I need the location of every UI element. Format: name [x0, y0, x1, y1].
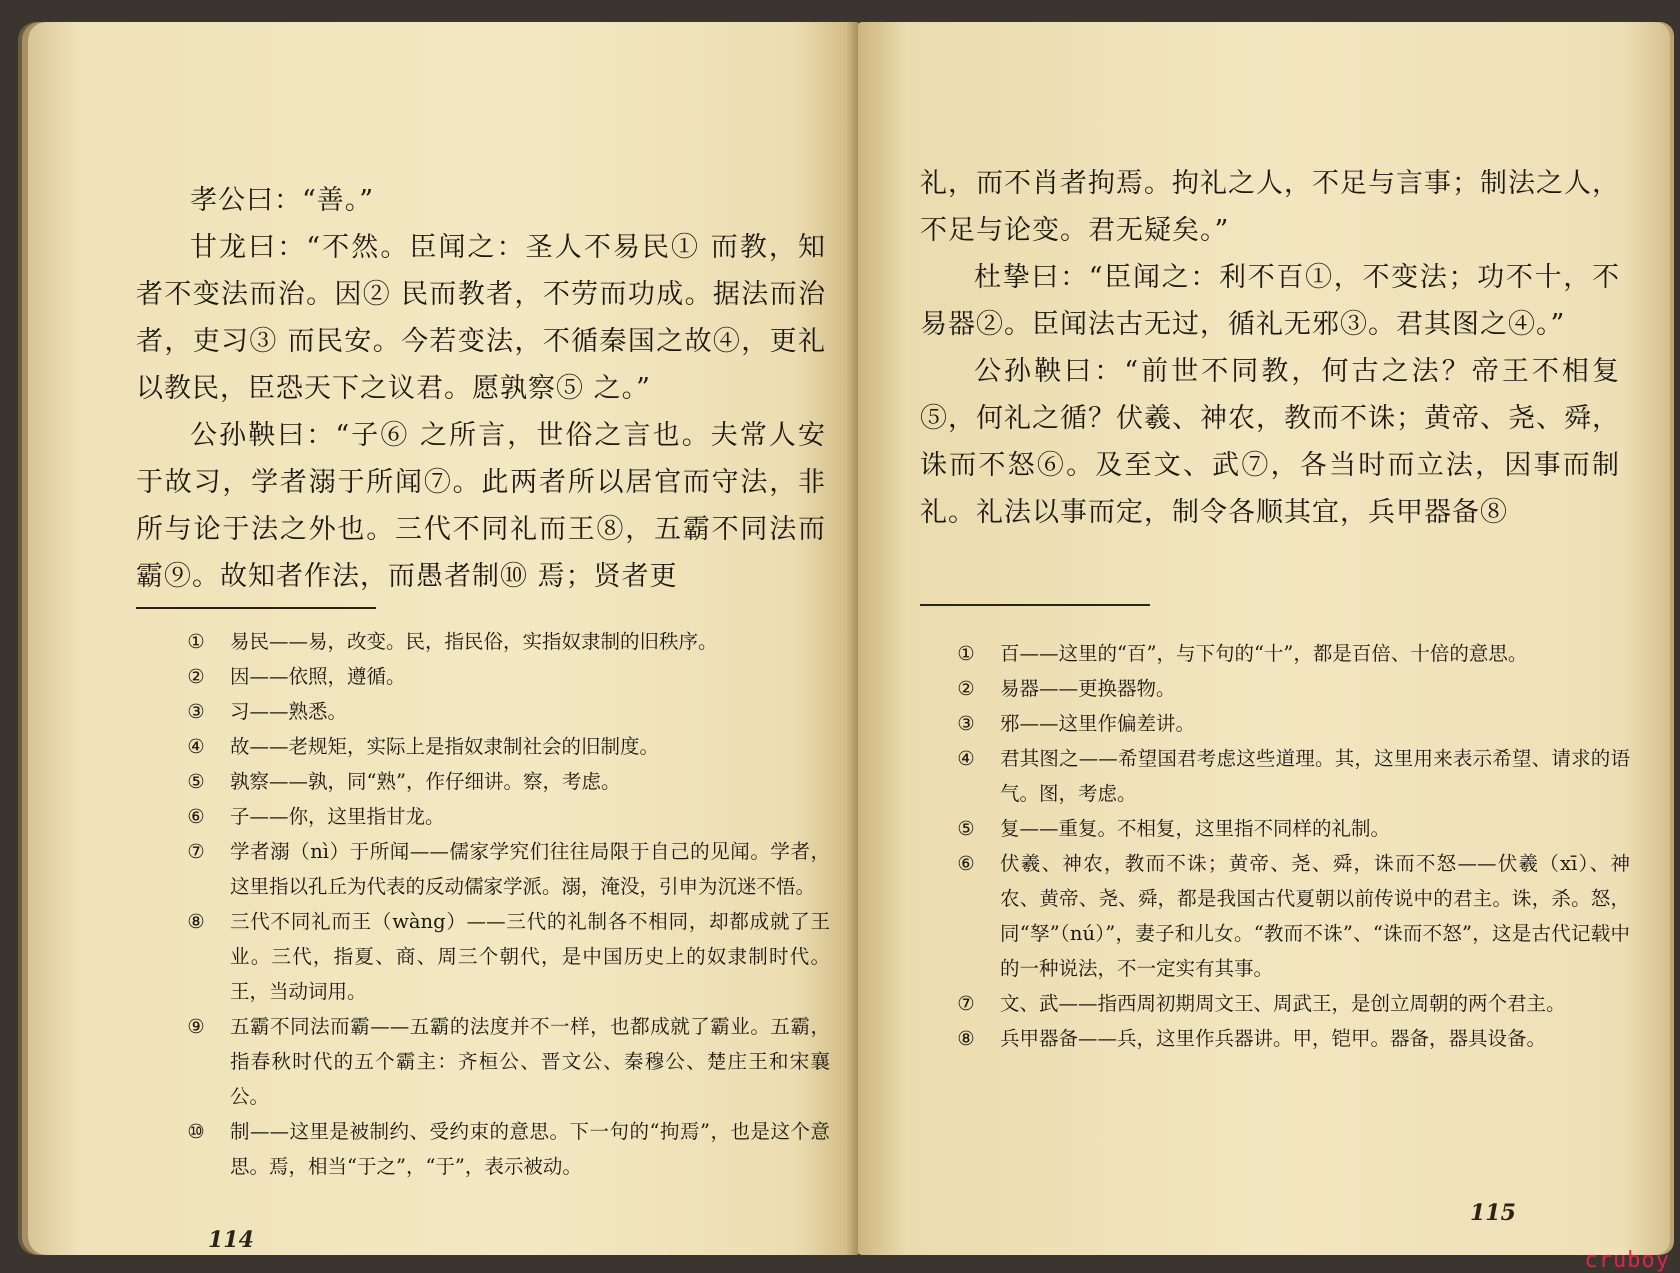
footnote-text: 五霸不同法而霸——五霸的法度并不一样，也都成就了霸业。五霸，指春秋时代的五个霸主：齐桓公、晋文公、秦穆公、楚庄王和宋襄公。 [230, 1015, 830, 1108]
footnote-text: 易民——易，改变。民，指民俗，实指奴隶制的旧秩序。 [230, 630, 718, 653]
footnote-text: 三代不同礼而王（wàng）——三代的礼制各不相同，却都成就了王业。三代，指夏、商、周三个朝代，是中国历史上的奴隶制时代。王，当动词用。 [230, 910, 830, 1003]
page-number: 115 [1470, 1200, 1516, 1226]
footnote-text: 君其图之——希望国君考虑这些道理。其，这里用来表示希望、请求的语气。图，考虑。 [1000, 747, 1630, 805]
paragraph: 礼，而不肖者拘焉。拘礼之人，不足与言事；制法之人，不足与论变。君无疑矣。” [920, 168, 1620, 246]
footnote [948, 811, 1630, 846]
page-number: 114 [208, 1227, 254, 1253]
footnote-divider [920, 604, 1150, 606]
footnote-text: 习——熟悉。 [230, 700, 348, 723]
footnote-divider [136, 607, 376, 609]
footnote-number: ① [187, 630, 205, 653]
footnote [178, 1114, 830, 1184]
footnote [178, 1009, 830, 1114]
footnote [948, 846, 1630, 986]
footnote-text: 伏羲、神农，教而不诛；黄帝、尧、舜，诛而不怒——伏羲（xī）、神农、黄帝、尧、舜，都是我国古代夏朝以前传说中的君主。诛，杀。怒，同“孥”（nú）”，妻子和儿女。“教而不诛”、“诛而不怒”，这是古代记载中的一种说法，不一定实有其事。 [1000, 852, 1630, 980]
footnote [178, 764, 830, 799]
footnote-number: ③ [957, 712, 975, 735]
footnote-text: 制——这里是被制约、受约束的意思。下一句的“拘焉”，也是这个意思。焉，相当“于之”，“于”，表示被动。 [230, 1120, 830, 1178]
footnote-number: ⑦ [957, 992, 975, 1015]
footnote-text: 复——重复。不相复，这里指不同样的礼制。 [1000, 817, 1391, 840]
footnote-number: ⑥ [187, 805, 205, 828]
footnote-text: 文、武——指西周初期周文王、周武王，是创立周朝的两个君主。 [1000, 992, 1566, 1015]
footnote-text: 因——依照，遵循。 [230, 665, 406, 688]
footnote-number: ⑩ [187, 1120, 205, 1143]
left-page [28, 22, 860, 1255]
footnote [948, 1021, 1630, 1056]
footnote-number: ⑧ [957, 1027, 975, 1050]
right-page [858, 22, 1670, 1255]
footnote-text: 百——这里的“百”，与下句的“十”，都是百倍、十倍的意思。 [1000, 642, 1528, 665]
paragraph: 杜挚曰：“臣闻之：利不百①，不变法；功不十，不易器②。臣闻法古无过，循礼无邪③。君其图之④。” [920, 262, 1620, 340]
paragraph: 孝公曰：“善。” [190, 185, 375, 216]
footnote-text: 学者溺（nì）于所闻——儒家学究们往往局限于自己的见闻。学者，这里指以孔丘为代表的反动儒家学派。溺，淹没，引申为沉迷不悟。 [230, 840, 830, 898]
footnote-number: ② [187, 665, 205, 688]
watermark: cruboy [1584, 1248, 1670, 1273]
footnote [948, 706, 1630, 741]
footnote-number: ③ [187, 700, 205, 723]
left-main-text [136, 177, 826, 600]
footnote-number: ⑥ [957, 852, 975, 875]
footnote-number: ① [957, 642, 975, 665]
footnote [178, 904, 830, 1009]
footnote-number: ② [957, 677, 975, 700]
footnote-number: ⑤ [187, 770, 205, 793]
paragraph: 公孙鞅曰：“子⑥ 之所言，世俗之言也。夫常人安于故习，学者溺于所闻⑦。此两者所以居官而守法，非所与论于法之外也。三代不同礼而王⑧，五霸不同法而霸⑨。故知者作法，而愚者制⑩ 焉；贤者更 [136, 420, 826, 592]
footnote [948, 636, 1630, 671]
footnote [178, 834, 830, 904]
footnote-number: ⑤ [957, 817, 975, 840]
left-footnotes [178, 624, 830, 1184]
paragraph: 甘龙曰：“不然。臣闻之：圣人不易民① 而教，知者不变法而治。因② 民而教者，不劳而功成。据法而治者，吏习③ 而民安。今若变法，不循秦国之故④，更礼以教民，臣恐天下之议君。愿孰察⑤ 之。” [136, 232, 826, 404]
footnote-text: 故——老规矩，实际上是指奴隶制社会的旧制度。 [230, 735, 660, 758]
footnote [178, 659, 830, 694]
right-main-text [920, 160, 1620, 536]
footnote-number: ⑧ [187, 910, 205, 933]
footnote-text: 子——你，这里指甘龙。 [230, 805, 445, 828]
footnote-text: 邪——这里作偏差讲。 [1000, 712, 1196, 735]
footnote [948, 986, 1630, 1021]
footnote-number: ④ [187, 735, 205, 758]
footnote [948, 671, 1630, 706]
footnote-number: ④ [957, 747, 975, 770]
footnote-number: ⑦ [187, 840, 205, 863]
footnote-text: 孰察——孰，同“熟”，作仔细讲。察，考虑。 [230, 770, 621, 793]
footnote [178, 729, 830, 764]
footnote-number: ⑨ [187, 1015, 205, 1038]
footnote-text: 兵甲器备——兵，这里作兵器讲。甲，铠甲。器备，器具设备。 [1000, 1027, 1547, 1050]
footnote [178, 624, 830, 659]
paragraph: 公孙鞅曰：“前世不同教，何古之法？帝王不相复⑤，何礼之循？伏羲、神农，教而不诛；黄帝、尧、舜，诛而不怒⑥。及至文、武⑦，各当时而立法，因事而制礼。礼法以事而定，制令各顺其宜，兵甲器备⑧ [920, 356, 1620, 528]
footnote-text: 易器——更换器物。 [1000, 677, 1176, 700]
right-footnotes [948, 636, 1630, 1056]
footnote [178, 799, 830, 834]
footnote [178, 694, 830, 729]
footnote [948, 741, 1630, 811]
